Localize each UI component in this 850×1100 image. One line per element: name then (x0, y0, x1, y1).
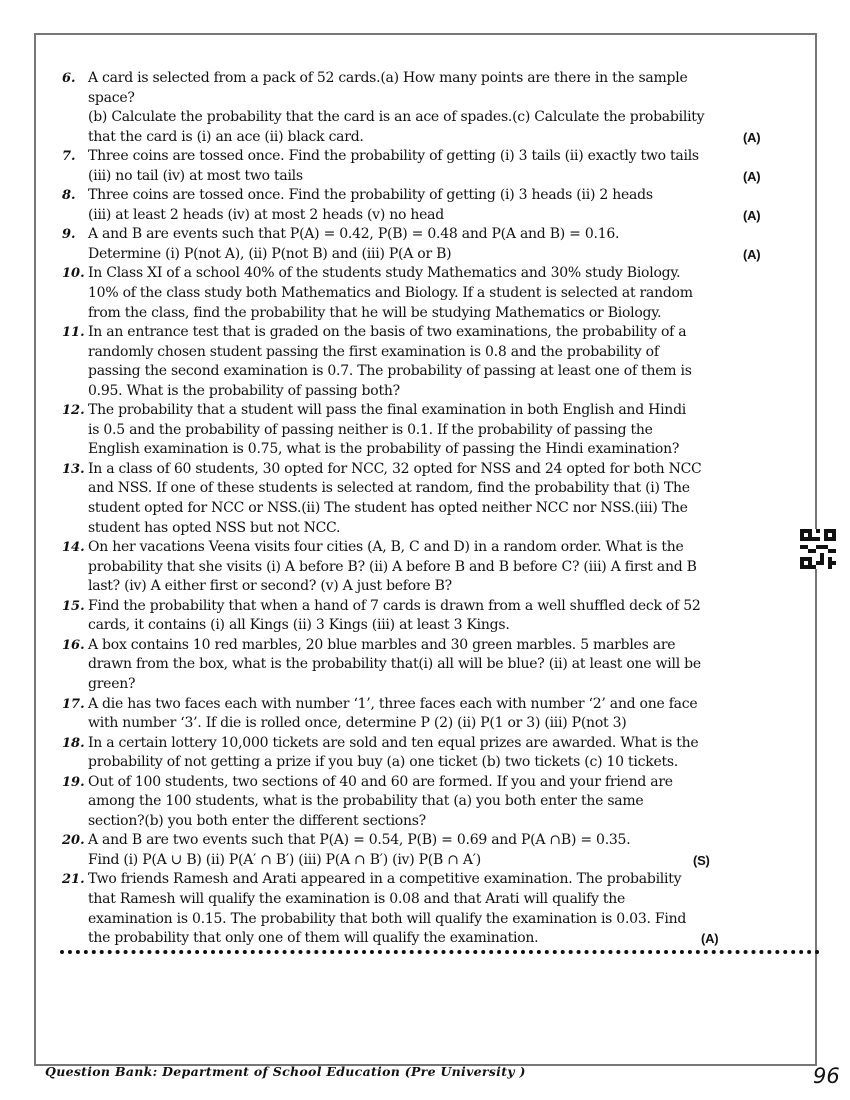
page-number: 96 (813, 1064, 840, 1088)
question-line: section?(b) you both enter the different sections? (88, 812, 426, 829)
question-line: A die has two faces each with number ‘1’, three faces each with number ‘2’ and one face (88, 695, 698, 712)
question-number: 18. (62, 735, 85, 751)
question-16 (62, 636, 818, 695)
question-line: probability of not getting a prize if you buy (a) one ticket (b) two tickets (c) 10 tickets. (88, 754, 678, 771)
question-list (62, 69, 818, 949)
question-line: On her vacations Veena visits four cities (A, B, C and D) in a random order. What is the (88, 539, 684, 556)
question-line: from the class, find the probability that he will be studying Mathematics or Biology. (88, 304, 662, 321)
question-number: 9. (62, 227, 76, 243)
question-number: 15. (62, 598, 85, 614)
question-21 (62, 870, 818, 948)
question-line: In an entrance test that is graded on the basis of two examinations, the probability of a (88, 324, 687, 341)
difficulty-tag: (A) (701, 931, 719, 947)
question-line: drawn from the box, what is the probability that(i) all will be blue? (ii) at least one will be (88, 656, 701, 673)
question-line: In Class XI of a school 40% of the students study Mathematics and 30% study Biology. (88, 265, 681, 282)
question-number: 11. (62, 325, 85, 341)
question-line: green? (88, 675, 136, 692)
difficulty-tag: (S) (693, 852, 710, 868)
question-line: randomly chosen student passing the first examination is 0.8 and the probability of (88, 343, 659, 360)
question-line: The probability that a student will pass the final examination in both English and Hindi (88, 402, 687, 419)
question-line: Three coins are tossed once. Find the probability of getting (i) 3 heads (ii) 2 heads (88, 187, 653, 204)
question-number: 19. (62, 774, 85, 790)
question-line: (b) Calculate the probability that the card is an ace of spades.(c) Calculate the probability (88, 109, 705, 126)
question-number: 6. (62, 71, 76, 86)
difficulty-tag: (A) (743, 207, 761, 223)
question-line: with number ‘3’. If die is rolled once, determine P (2) (ii) P(1 or 3) (iii) P(not 3) (88, 715, 627, 732)
question-line: A and B are two events such that P(A) = 0.54, P(B) = 0.69 and P(A ∩B) = 0.35. (88, 832, 631, 849)
question-number: 8. (62, 188, 76, 204)
question-line: Three coins are tossed once. Find the probability of getting (i) 3 tails (ii) exactly two tails (88, 148, 699, 165)
question-19 (62, 773, 818, 832)
question-line: space? (88, 89, 135, 106)
question-line: passing the second examination is 0.7. The probability of passing at least one of them is (88, 363, 692, 380)
question-line: Two friends Ramesh and Arati appeared in a competitive examination. The probability (88, 871, 682, 888)
question-line: the probability that only one of them will qualify the examination. (A) (88, 929, 818, 949)
question-number: 16. (62, 637, 85, 653)
question-18 (62, 734, 818, 773)
question-line: English examination is 0.75, what is the probability of passing the Hindi examination? (88, 441, 680, 458)
question-line: 10% of the class study both Mathematics and Biology. If a student is selected at random (88, 285, 693, 302)
question-line: examination is 0.15. The probability that both will qualify the examination is 0.03. Find (88, 910, 687, 927)
question-line: In a class of 60 students, 30 opted for NCC, 32 opted for NSS and 24 opted for both NCC (88, 460, 702, 477)
question-line: Find (i) P(A ∪ B) (ii) P(A′ ∩ B′) (iii) P(A ∩ B′) (iv) P(B ∩ A′) (S) (88, 851, 818, 871)
question-line: that Ramesh will qualify the examination is 0.08 and that Arati will qualify the (88, 890, 626, 907)
question-line: A and B are events such that P(A) = 0.42, P(B) = 0.48 and P(A and B) = 0.16. (88, 226, 620, 243)
question-number: 21. (62, 872, 85, 888)
question-number: 20. (62, 833, 85, 849)
question-line: 0.95. What is the probability of passing both? (88, 382, 400, 399)
question-number: 10. (62, 266, 85, 282)
question-number: 14. (62, 540, 85, 556)
question-line: among the 100 students, what is the probability that (a) you both enter the same (88, 793, 644, 810)
question-number: 17. (62, 696, 85, 712)
question-7 (62, 147, 818, 186)
question-6 (62, 69, 818, 147)
question-13 (62, 460, 818, 538)
question-line: last? (iv) A either first or second? (v) A just before B? (88, 578, 452, 595)
question-line: Determine (i) P(not A), (ii) P(not B) and (iii) P(A or B) (A) (88, 245, 818, 265)
question-line: Out of 100 students, two sections of 40 and 60 are formed. If you and your friend are (88, 773, 673, 790)
footer-source: Question Bank: Department of School Education (Pre University ) (45, 1064, 526, 1079)
question-line: that the card is (i) an ace (ii) black card. (A) (88, 128, 818, 148)
dotted-separator (60, 950, 820, 954)
question-line: A card is selected from a pack of 52 cards.(a) How many points are there in the sample (88, 70, 688, 86)
question-line: (iii) at least 2 heads (iv) at most 2 heads (v) no head (A) (88, 206, 818, 226)
question-11 (62, 323, 818, 401)
question-10 (62, 264, 818, 323)
difficulty-tag: (A) (743, 246, 761, 262)
question-line: A box contains 10 red marbles, 20 blue marbles and 30 green marbles. 5 marbles are (88, 636, 676, 653)
question-15 (62, 597, 818, 636)
question-14 (62, 538, 818, 597)
question-number: 7. (62, 149, 76, 165)
difficulty-tag: (A) (743, 129, 761, 145)
question-17 (62, 695, 818, 734)
question-9 (62, 225, 818, 264)
question-20 (62, 831, 818, 870)
question-number: 12. (62, 403, 85, 419)
question-line: probability that she visits (i) A before B? (ii) A before B and B before C? (iii) A first and B (88, 558, 697, 575)
question-line: student has opted NSS but not NCC. (88, 519, 341, 536)
question-8 (62, 186, 818, 225)
qr-code-icon[interactable] (800, 529, 836, 569)
question-line: In a certain lottery 10,000 tickets are sold and ten equal prizes are awarded. What is the (88, 734, 699, 751)
question-line: student opted for NCC or NSS.(ii) The student has opted neither NCC nor NSS.(iii) The (88, 500, 688, 517)
question-line: and NSS. If one of these students is selected at random, find the probability that (i) The (88, 480, 690, 497)
question-line: (iii) no tail (iv) at most two tails (A) (88, 167, 818, 187)
question-12 (62, 401, 818, 460)
difficulty-tag: (A) (743, 168, 761, 184)
question-number: 13. (62, 461, 85, 477)
question-line: Find the probability that when a hand of 7 cards is drawn from a well shuffled deck of 52 (88, 597, 701, 614)
question-line: is 0.5 and the probability of passing neither is 0.1. If the probability of passing the (88, 421, 653, 438)
question-line: cards, it contains (i) all Kings (ii) 3 Kings (iii) at least 3 Kings. (88, 617, 510, 634)
